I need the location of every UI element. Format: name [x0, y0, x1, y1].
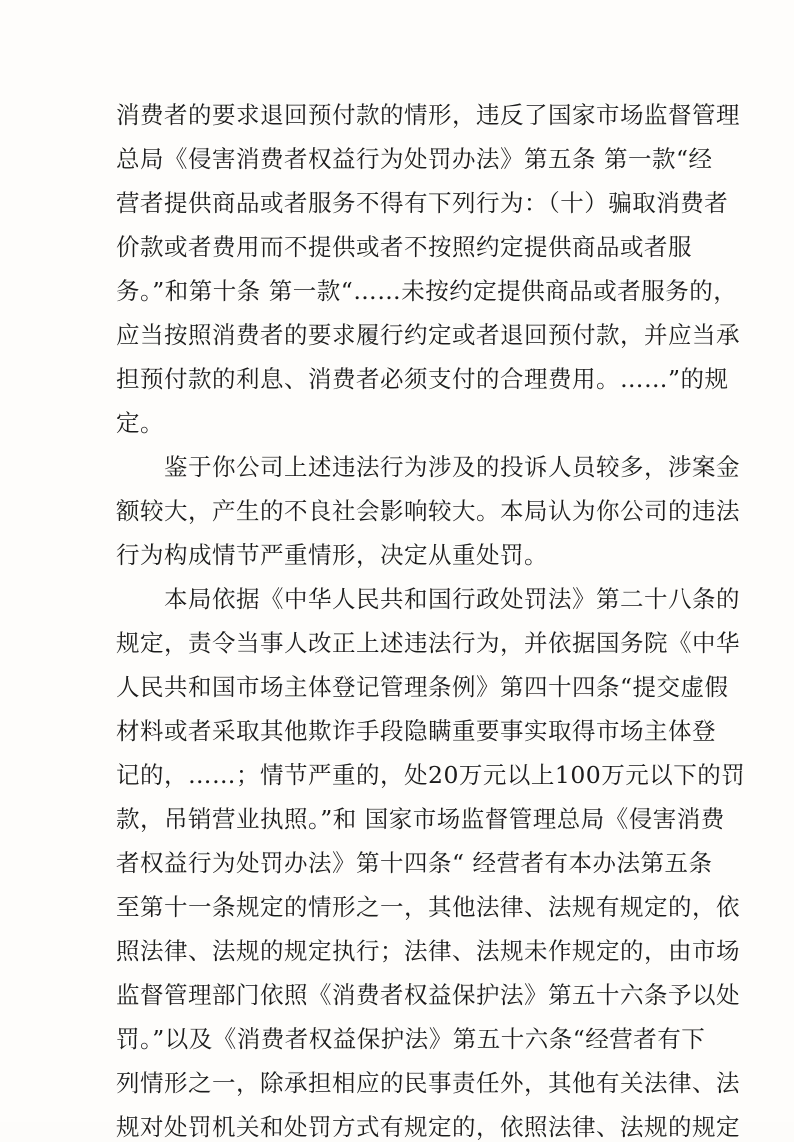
text-line: 总局《侵害消费者权益行为处罚办法》第五条 第一款“经: [116, 145, 713, 173]
text-line: 定。: [116, 409, 164, 437]
text-line: 监督管理部门依照《消费者权益保护法》第五十六条予以处: [116, 981, 740, 1009]
text-line: 行为构成情节严重情形，决定从重处罚。: [116, 541, 548, 569]
text-line: 记的，……；情节严重的，处20万元以上100万元以下的罚: [116, 761, 746, 789]
text-line: 照法律、法规的规定执行；法律、法规未作规定的，由市场: [116, 937, 740, 965]
text-line: 罚。”以及《消费者权益保护法》第五十六条“经营者有下: [116, 1025, 706, 1053]
text-line: 额较大，产生的不良社会影响较大。本局认为你公司的违法: [116, 497, 740, 525]
text-line: 款，吊销营业执照。”和 国家市场监督管理总局《侵害消费: [116, 805, 725, 833]
text-line: 价款或者费用而不提供或者不按照约定提供商品或者服: [116, 233, 692, 261]
text-line: 者权益行为处罚办法》第十四条“ 经营者有本办法第五条: [116, 849, 713, 877]
text-line: 鉴于你公司上述违法行为涉及的投诉人员较多，涉案金: [164, 453, 740, 481]
text-line: 人民共和国市场主体登记管理条例》第四十四条“提交虚假: [116, 673, 729, 701]
text-line: 材料或者采取其他欺诈手段隐瞒重要事实取得市场主体登: [116, 717, 716, 745]
text-line: 规对处罚机关和处罚方式有规定的，依照法律、法规的规定: [116, 1113, 740, 1141]
text-line: 应当按照消费者的要求履行约定或者退回预付款，并应当承: [116, 321, 740, 349]
text-line: 列情形之一，除承担相应的民事责任外，其他有关法律、法: [116, 1069, 740, 1097]
text-line: 营者提供商品或者服务不得有下列行为：（十）骗取消费者: [116, 189, 729, 217]
text-line: 规定，责令当事人改正上述违法行为，并依据国务院《中华: [116, 629, 740, 657]
text-line: 担预付款的利息、消费者必须支付的合理费用。……”的规: [116, 365, 729, 393]
text-line: 至第十一条规定的情形之一，其他法律、法规有规定的，依: [116, 893, 740, 921]
text-line: 务。”和第十条 第一款“……未按约定提供商品或者服务的，: [116, 277, 738, 305]
text-line: 消费者的要求退回预付款的情形，违反了国家市场监督管理: [116, 101, 740, 129]
text-line: 本局依据《中华人民共和国行政处罚法》第二十八条的: [164, 585, 740, 613]
